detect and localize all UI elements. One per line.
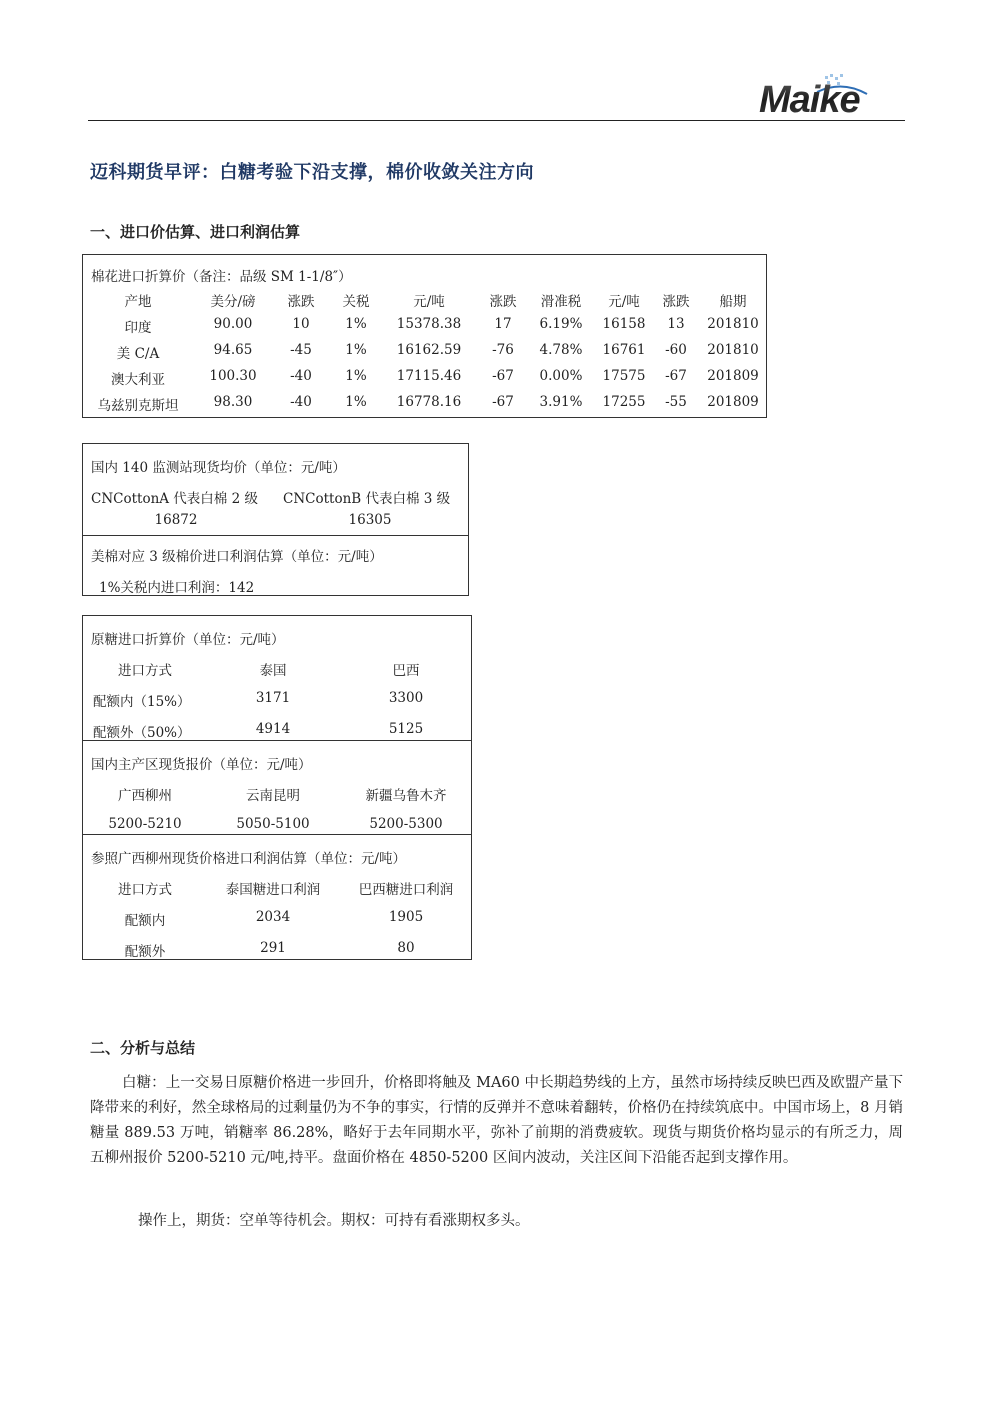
cncotton-a-label: CNCottonA 代表白棉 2 级 (91, 491, 258, 507)
cotton-profit-caption: 美棉对应 3 级棉价进口利润估算（单位：元/吨） (91, 549, 383, 565)
sugar-profit-header: 进口方式 (118, 882, 172, 898)
cotton-import-cell: 17115.46 (396, 368, 462, 384)
cotton-import-cell: -55 (665, 394, 687, 410)
section-heading-analysis: 二、分析与总结 (90, 1039, 196, 1057)
sugar-import-cell: 配额内（15%） (93, 694, 191, 710)
cotton-import-cell: 94.65 (213, 342, 253, 358)
cotton-import-caption: 棉花进口折算价（备注：品级 SM 1-1/8″） (91, 269, 352, 285)
cotton-import-cell: 98.30 (213, 394, 253, 410)
cotton-import-cell: 16162.59 (396, 342, 462, 358)
cotton-import-cell: -67 (492, 368, 514, 384)
cotton-import-cell: -76 (492, 342, 514, 358)
cotton-import-cell: 17575 (602, 368, 646, 384)
cotton-import-column-header: 涨跌 (662, 294, 690, 310)
cotton-import-cell: 乌兹别克斯坦 (97, 398, 179, 414)
cotton-import-table (82, 254, 767, 418)
cncotton-a-value: 16872 (154, 512, 198, 528)
cotton-import-cell: 201810 (707, 342, 759, 358)
sugar-import-header: 泰国 (259, 663, 287, 679)
sugar-profit-cell: 80 (397, 940, 415, 956)
cotton-import-cell: 15378.38 (396, 316, 462, 332)
cotton-import-cell: 1% (345, 394, 367, 410)
cotton-import-cell: 澳大利亚 (111, 372, 165, 388)
sugar-spot-value: 5050-5100 (236, 816, 310, 832)
cotton-import-cell: 1% (345, 316, 367, 332)
cotton-import-column-header: 涨跌 (287, 294, 315, 310)
sugar-table (82, 615, 472, 960)
cotton-import-cell: 16761 (602, 342, 646, 358)
sugar-profit-cell: 1905 (388, 909, 424, 925)
page-title: 迈科期货早评：白糖考验下沿支撑，棉价收敛关注方向 (90, 162, 534, 183)
cotton-import-cell: 0.00% (539, 368, 583, 384)
cotton-import-cell: 1% (345, 342, 367, 358)
cotton-import-cell: 17 (494, 316, 512, 332)
cotton-import-cell: 6.19% (539, 316, 583, 332)
sugar-profit-cell: 2034 (255, 909, 291, 925)
cncotton-b-label: CNCottonB 代表白棉 3 级 (283, 491, 451, 507)
sugar-spot-value: 5200-5210 (108, 816, 182, 832)
sugar-profit-cell: 291 (260, 940, 286, 956)
cotton-import-column-header: 元/吨 (413, 294, 445, 310)
cotton-import-cell: 10 (292, 316, 310, 332)
sugar-import-header: 进口方式 (118, 663, 172, 679)
cotton-import-cell: 4.78% (539, 342, 583, 358)
sugar-import-cell: 3300 (388, 690, 424, 706)
cotton-domestic-caption: 国内 140 监测站现货均价（单位：元/吨） (91, 460, 346, 476)
cotton-domestic-table (82, 443, 469, 596)
cotton-import-cell: 17255 (602, 394, 646, 410)
analysis-paragraph (90, 1071, 903, 1171)
operation-text: 操作上，期货：空单等待机会。期权：可持有看涨期权多头。 (138, 1213, 530, 1229)
cotton-import-cell: -45 (290, 342, 312, 358)
cotton-import-cell: 1% (345, 368, 367, 384)
divider (83, 535, 468, 536)
svg-text:Maike: Maike (759, 79, 860, 118)
cotton-import-column-header: 美分/磅 (210, 294, 256, 310)
cotton-import-cell: 16158 (602, 316, 646, 332)
cotton-import-cell: 100.30 (209, 368, 257, 384)
analysis-text: 白糖：上一交易日原糖价格进一步回升，价格即将触及 MA60 中长期趋势线的上方，虽然市场持续反映巴西及欧盟产量下降带来的利好，然全球格局的过剩量仍为不争的事实，行情的反弹并不意味着翻转，价格仍在持续筑底中。中国市场上，8 月销糖量 889.53 万吨，销糖率 86.28%，略好于去年同期水平，弥补了前期的消费疲软。现货与期货价格均显示的有所乏力，周五柳州报价 5200-5210 元/吨,持平。盘面价格在 4850-5200 区间内波动，关注区间下沿能否起到支撑作用。 (90, 1075, 903, 1166)
cotton-import-column-header: 关税 (342, 294, 370, 310)
sugar-import-cell: 配额外（50%） (93, 725, 191, 741)
cotton-import-cell: 印度 (124, 320, 152, 336)
cotton-import-cell: -60 (665, 342, 687, 358)
cotton-import-cell: 201809 (707, 368, 759, 384)
cotton-import-cell: 13 (667, 316, 685, 332)
sugar-profit-cell: 配额内 (124, 913, 166, 929)
sugar-spot-header: 云南昆明 (246, 788, 300, 804)
divider (83, 834, 471, 835)
sugar-profit-header: 巴西糖进口利润 (358, 882, 454, 898)
sugar-spot-header: 新疆乌鲁木齐 (365, 788, 447, 804)
cotton-import-cell: 201809 (707, 394, 759, 410)
sugar-spot-value: 5200-5300 (369, 816, 443, 832)
cotton-import-cell: -67 (492, 394, 514, 410)
cotton-import-cell: 美 C/A (116, 346, 160, 362)
cotton-import-cell: -40 (290, 394, 312, 410)
sugar-spot-caption: 国内主产区现货报价（单位：元/吨） (91, 757, 312, 773)
sugar-import-cell: 5125 (388, 721, 424, 737)
section-heading-import: 一、进口价估算、进口利润估算 (90, 223, 301, 241)
sugar-import-cell: 4914 (255, 721, 291, 737)
sugar-profit-header: 泰国糖进口利润 (225, 882, 321, 898)
sugar-import-cell: 3171 (255, 690, 291, 706)
cotton-import-cell: 3.91% (539, 394, 583, 410)
header-rule (88, 120, 905, 121)
cotton-import-cell: -40 (290, 368, 312, 384)
cotton-import-column-header: 船期 (719, 294, 747, 310)
sugar-spot-header: 广西柳州 (118, 788, 172, 804)
divider (83, 740, 471, 741)
cotton-import-cell: 201810 (707, 316, 759, 332)
cotton-import-column-header: 涨跌 (489, 294, 517, 310)
cotton-import-cell: 90.00 (213, 316, 253, 332)
operation-paragraph (90, 1209, 903, 1234)
cotton-import-column-header: 滑准税 (540, 294, 582, 310)
cotton-import-cell: -67 (665, 368, 687, 384)
cotton-profit-line: 1%关税内进口利润：142 (99, 580, 255, 596)
cotton-import-column-header: 产地 (124, 294, 152, 310)
sugar-profit-cell: 配额外 (124, 944, 166, 960)
cotton-import-column-header: 元/吨 (608, 294, 640, 310)
cotton-import-cell: 16778.16 (396, 394, 462, 410)
sugar-import-caption: 原糖进口折算价（单位：元/吨） (91, 632, 285, 648)
cncotton-b-value: 16305 (348, 512, 392, 528)
sugar-import-header: 巴西 (392, 663, 420, 679)
sugar-profit-caption: 参照广西柳州现货价格进口利润估算（单位：元/吨） (91, 851, 407, 867)
maike-logo (757, 72, 892, 118)
